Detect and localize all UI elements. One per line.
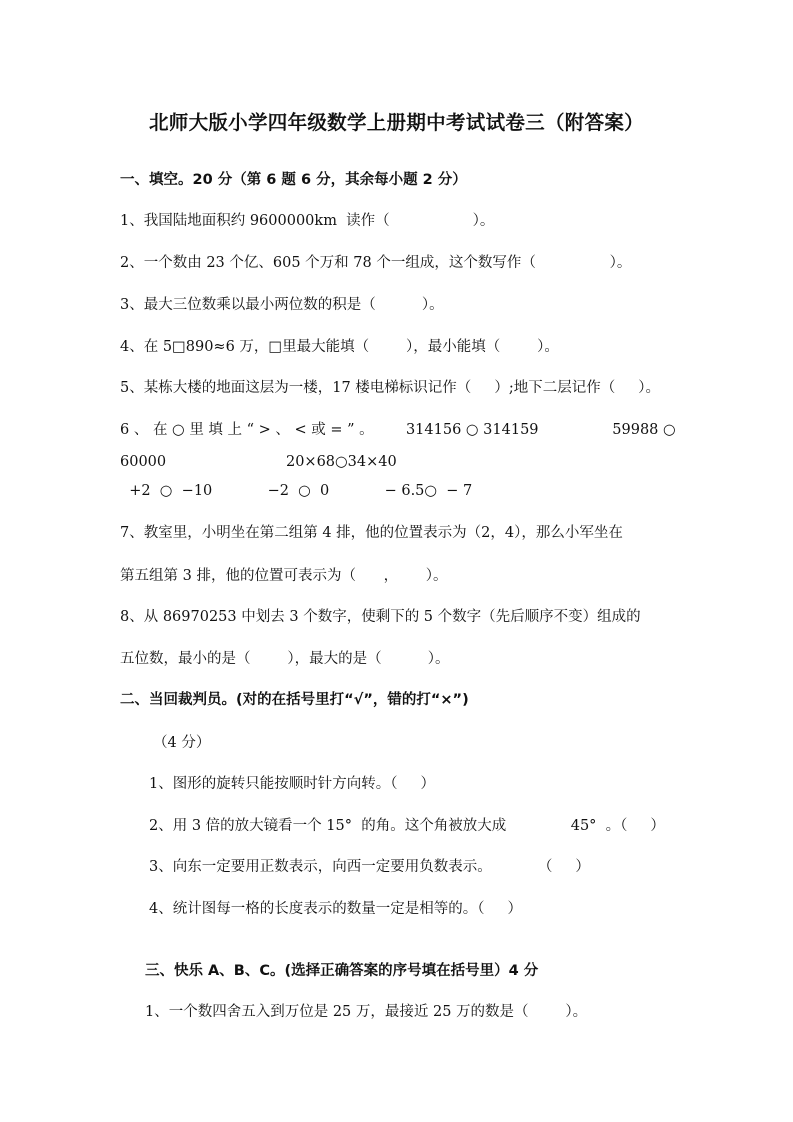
question-1-4: 4、在 5□890≈6 万，□里最大能填（ ），最小能填（ ）。 (120, 339, 559, 355)
question-1-6: 6 、 在 ○ 里 填 上 “ > 、 < 或 = ” 。 314156 ○ 314159 59988 ○ (120, 422, 676, 438)
question-1-6-cont: 60000 20×68○34×40 (120, 454, 397, 470)
section-1-heading: 一、填空。20 分（第 6 题 6 分，其余每小题 2 分） (120, 172, 467, 188)
question-1-7-cont: 第五组第 3 排，他的位置可表示为（ ， ）。 (120, 568, 448, 584)
section-3-heading: 三、快乐 A、B、C。(选择正确答案的序号填在括号里）4 分 (145, 963, 539, 979)
question-3-1: 1、一个数四舍五入到万位是 25 万，最接近 25 万的数是（ ）。 (145, 1004, 588, 1020)
question-2-4: 4、统计图每一格的长度表示的数量一定是相等的。（ ） (149, 901, 523, 917)
question-2-3: 3、向东一定要用正数表示，向西一定要用负数表示。 （ ） (149, 859, 590, 875)
question-2-2: 2、用 3 倍的放大镜看一个 15° 的角。这个角被放大成 45° 。（ ） (149, 818, 665, 834)
question-1-2: 2、一个数由 23 个亿、605 个万和 78 个一组成，这个数写作（ ）。 (120, 255, 632, 271)
question-1-3: 3、最大三位数乘以最小两位数的积是（ ）。 (120, 297, 444, 313)
question-1-7: 7、教室里，小明坐在第二组第 4 排，他的位置表示为（2，4），那么小军坐在 (120, 525, 623, 541)
question-1-8-cont: 五位数，最小的是（ ），最大的是（ ）。 (120, 651, 450, 667)
question-1-5: 5、某栋大楼的地面这层为一楼，17 楼电梯标识记作（ ）;地下二层记作（ ）。 (120, 380, 661, 396)
section-2-score: （4 分） (153, 735, 211, 751)
question-1-8: 8、从 86970253 中划去 3 个数字，使剩下的 5 个数字（先后顺序不变）组成的 (120, 609, 641, 625)
question-1-6-row3: +2 ○ −10 −2 ○ 0 − 6.5○ − 7 (120, 483, 473, 499)
section-2-heading: 二、当回裁判员。(对的在括号里打“√”，错的打“×”) (120, 692, 469, 708)
question-2-1: 1、图形的旋转只能按顺时针方向转。（ ） (149, 776, 436, 792)
document-title: 北师大版小学四年级数学上册期中考试试卷三（附答案） (148, 111, 644, 134)
question-1-1: 1、我国陆地面积约 9600000km 读作（ ）。 (120, 213, 495, 229)
